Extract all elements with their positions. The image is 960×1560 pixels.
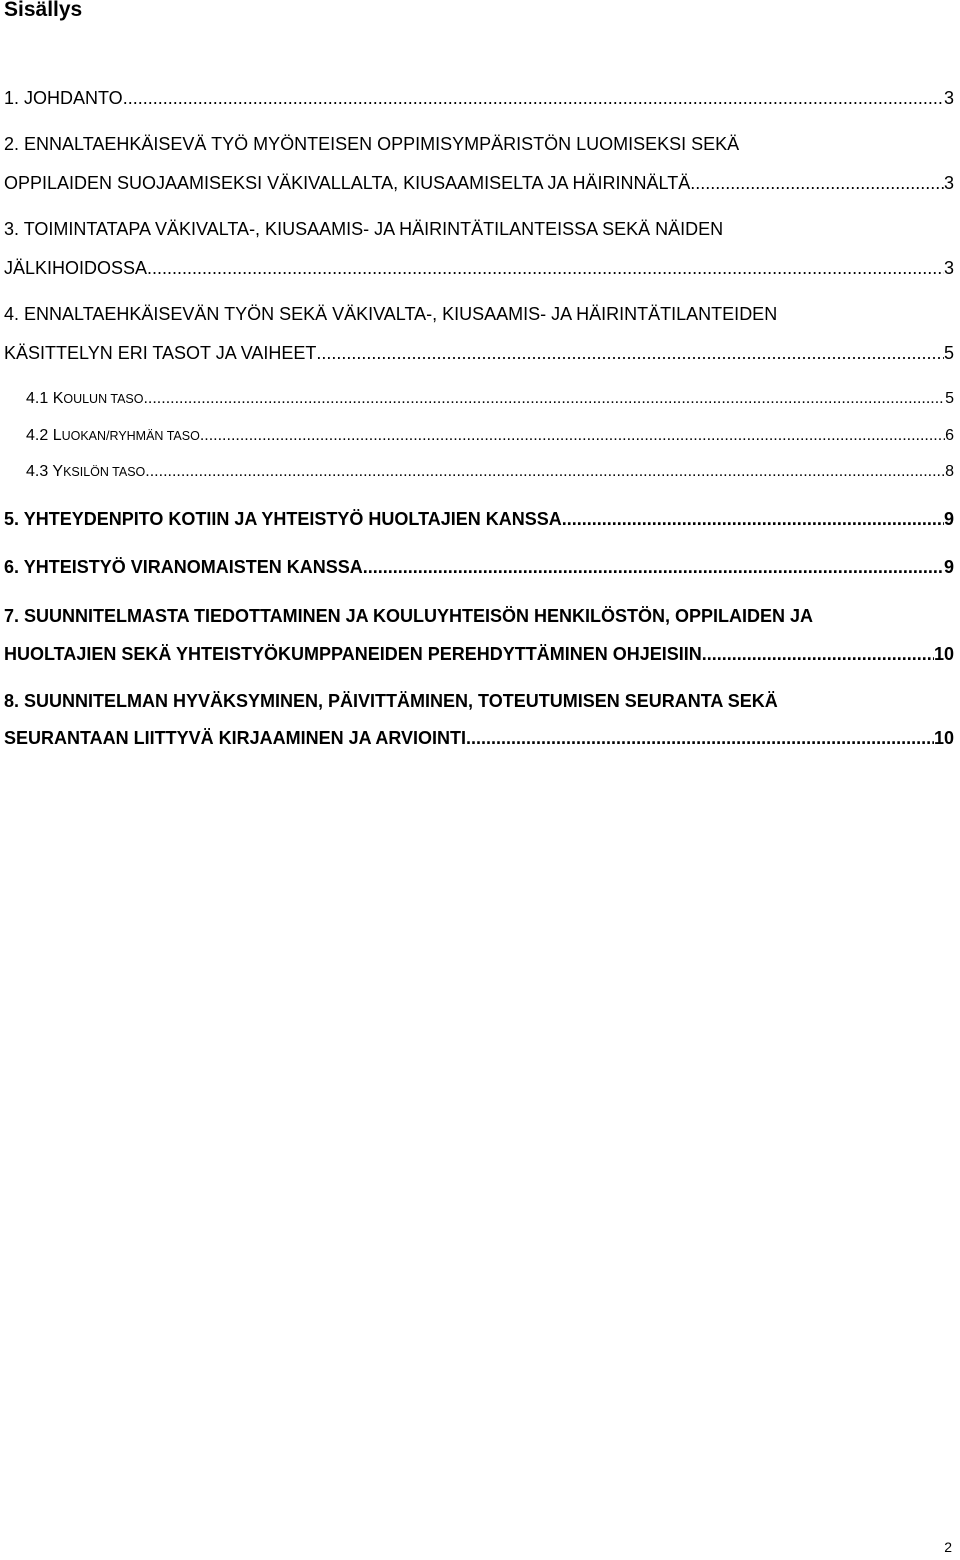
toc-entry-page: 3 [943, 88, 954, 108]
toc-entry-6[interactable] [4, 555, 954, 579]
page-title: Sisällys [4, 0, 83, 21]
toc-subentry-4-2[interactable] [26, 424, 954, 448]
dot-leader [316, 341, 944, 365]
toc-entry-page: 3 [943, 258, 954, 278]
toc-entry-number: 4.2 [26, 427, 53, 444]
toc-entry-text [26, 460, 145, 484]
toc-entry-4-continuation[interactable] [4, 341, 954, 365]
toc-entry-text: 3. TOIMINTATAPA VÄKIVALTA-, KIUSAAMIS- JA HÄIRINTÄTILANTEISSA SEKÄ NÄIDEN [4, 219, 724, 239]
toc-entry-text: 1. JOHDANTO [4, 88, 123, 108]
toc-entry-page: 5 [945, 390, 954, 407]
toc-entry-page: 6 [945, 427, 954, 444]
toc-entry-initial: Y [52, 463, 64, 480]
toc-entry-text [26, 387, 143, 411]
toc-entry-text: 2. ENNALTAEHKÄISEVÄ TYÖ MYÖNTEISEN OPPIMISYMPÄRISTÖN LUOMISEKSI SEKÄ [4, 134, 740, 154]
toc-entry-text: 4. ENNALTAEHKÄISEVÄN TYÖN SEKÄ VÄKIVALTA-, KIUSAAMIS- JA HÄIRINTÄTILANTEIDEN [4, 304, 778, 324]
toc-entry-text: KÄSITTELYN ERI TASOT JA VAIHEET [4, 343, 317, 363]
dot-leader [200, 424, 945, 448]
dot-leader [147, 256, 944, 280]
toc-subentry-4-3[interactable] [26, 460, 954, 484]
toc-entry-number: 4.3 [26, 463, 53, 480]
toc-subentry-4-1[interactable] [26, 387, 954, 411]
dot-leader [690, 171, 944, 195]
dot-leader [562, 507, 944, 531]
toc-entry-8[interactable] [4, 689, 954, 713]
dot-leader [702, 642, 934, 666]
toc-entry-text: HUOLTAJIEN SEKÄ YHTEISTYÖKUMPPANEIDEN PEREHDYTTÄMINEN OHJEISIIN [4, 644, 702, 664]
toc-entry-1[interactable] [4, 86, 954, 110]
page-number: 2 [944, 1539, 952, 1555]
toc-entry-smallcaps: OULUN TASO [63, 392, 144, 406]
toc-entry-2[interactable] [4, 132, 954, 156]
toc-entry-text: JÄLKIHOIDOSSA [4, 258, 148, 278]
toc-entry-number: 4.1 [26, 390, 53, 407]
toc-entry-page: 3 [943, 173, 954, 193]
toc-entry-text [26, 424, 200, 448]
dot-leader [143, 387, 945, 411]
toc-entry-page: 5 [943, 343, 954, 363]
dot-leader [123, 86, 944, 110]
toc-entry-2-continuation[interactable] [4, 171, 954, 195]
toc-entry-text: OPPILAIDEN SUOJAAMISEKSI VÄKIVALLALTA, KIUSAAMISELTA JA HÄIRINNÄLTÄ [4, 173, 691, 193]
toc-entry-7-continuation[interactable] [4, 642, 954, 666]
toc-entry-page: 10 [933, 728, 954, 748]
toc-entry-text: SEURANTAAN LIITTYVÄ KIRJAAMINEN JA ARVIOINTI [4, 728, 467, 748]
dot-leader [145, 460, 945, 484]
toc-entry-text: 6. YHTEISTYÖ VIRANOMAISTEN KANSSA [4, 557, 363, 577]
toc-entry-page: 9 [943, 557, 954, 577]
toc-entry-3[interactable] [4, 217, 954, 241]
toc-entry-text: 7. SUUNNITELMASTA TIEDOTTAMINEN JA KOULUYHTEISÖN HENKILÖSTÖN, OPPILAIDEN JA [4, 606, 814, 626]
dot-leader [363, 555, 944, 579]
toc-entry-smallcaps: UOKAN/RYHMÄN TASO [61, 429, 200, 443]
toc-entry-page: 9 [943, 509, 954, 529]
toc-entry-smallcaps: KSILÖN TASO [63, 465, 146, 479]
toc-entry-text: 8. SUUNNITELMAN HYVÄKSYMINEN, PÄIVITTÄMINEN, TOTEUTUMISEN SEURANTA SEKÄ [4, 691, 778, 711]
dot-leader [466, 726, 934, 750]
toc-entry-initial: L [52, 427, 62, 444]
toc-entry-page: 8 [945, 463, 954, 480]
toc-entry-8-continuation[interactable] [4, 726, 954, 750]
toc-entry-7[interactable] [4, 604, 954, 628]
toc-entry-text: 5. YHTEYDENPITO KOTIIN JA YHTEISTYÖ HUOLTAJIEN KANSSA [4, 509, 562, 529]
toc-entry-3-continuation[interactable] [4, 256, 954, 280]
toc-entry-5[interactable] [4, 507, 954, 531]
toc-entry-4[interactable] [4, 302, 954, 326]
toc-entry-page: 10 [933, 644, 954, 664]
toc-entry-initial: K [52, 390, 64, 407]
